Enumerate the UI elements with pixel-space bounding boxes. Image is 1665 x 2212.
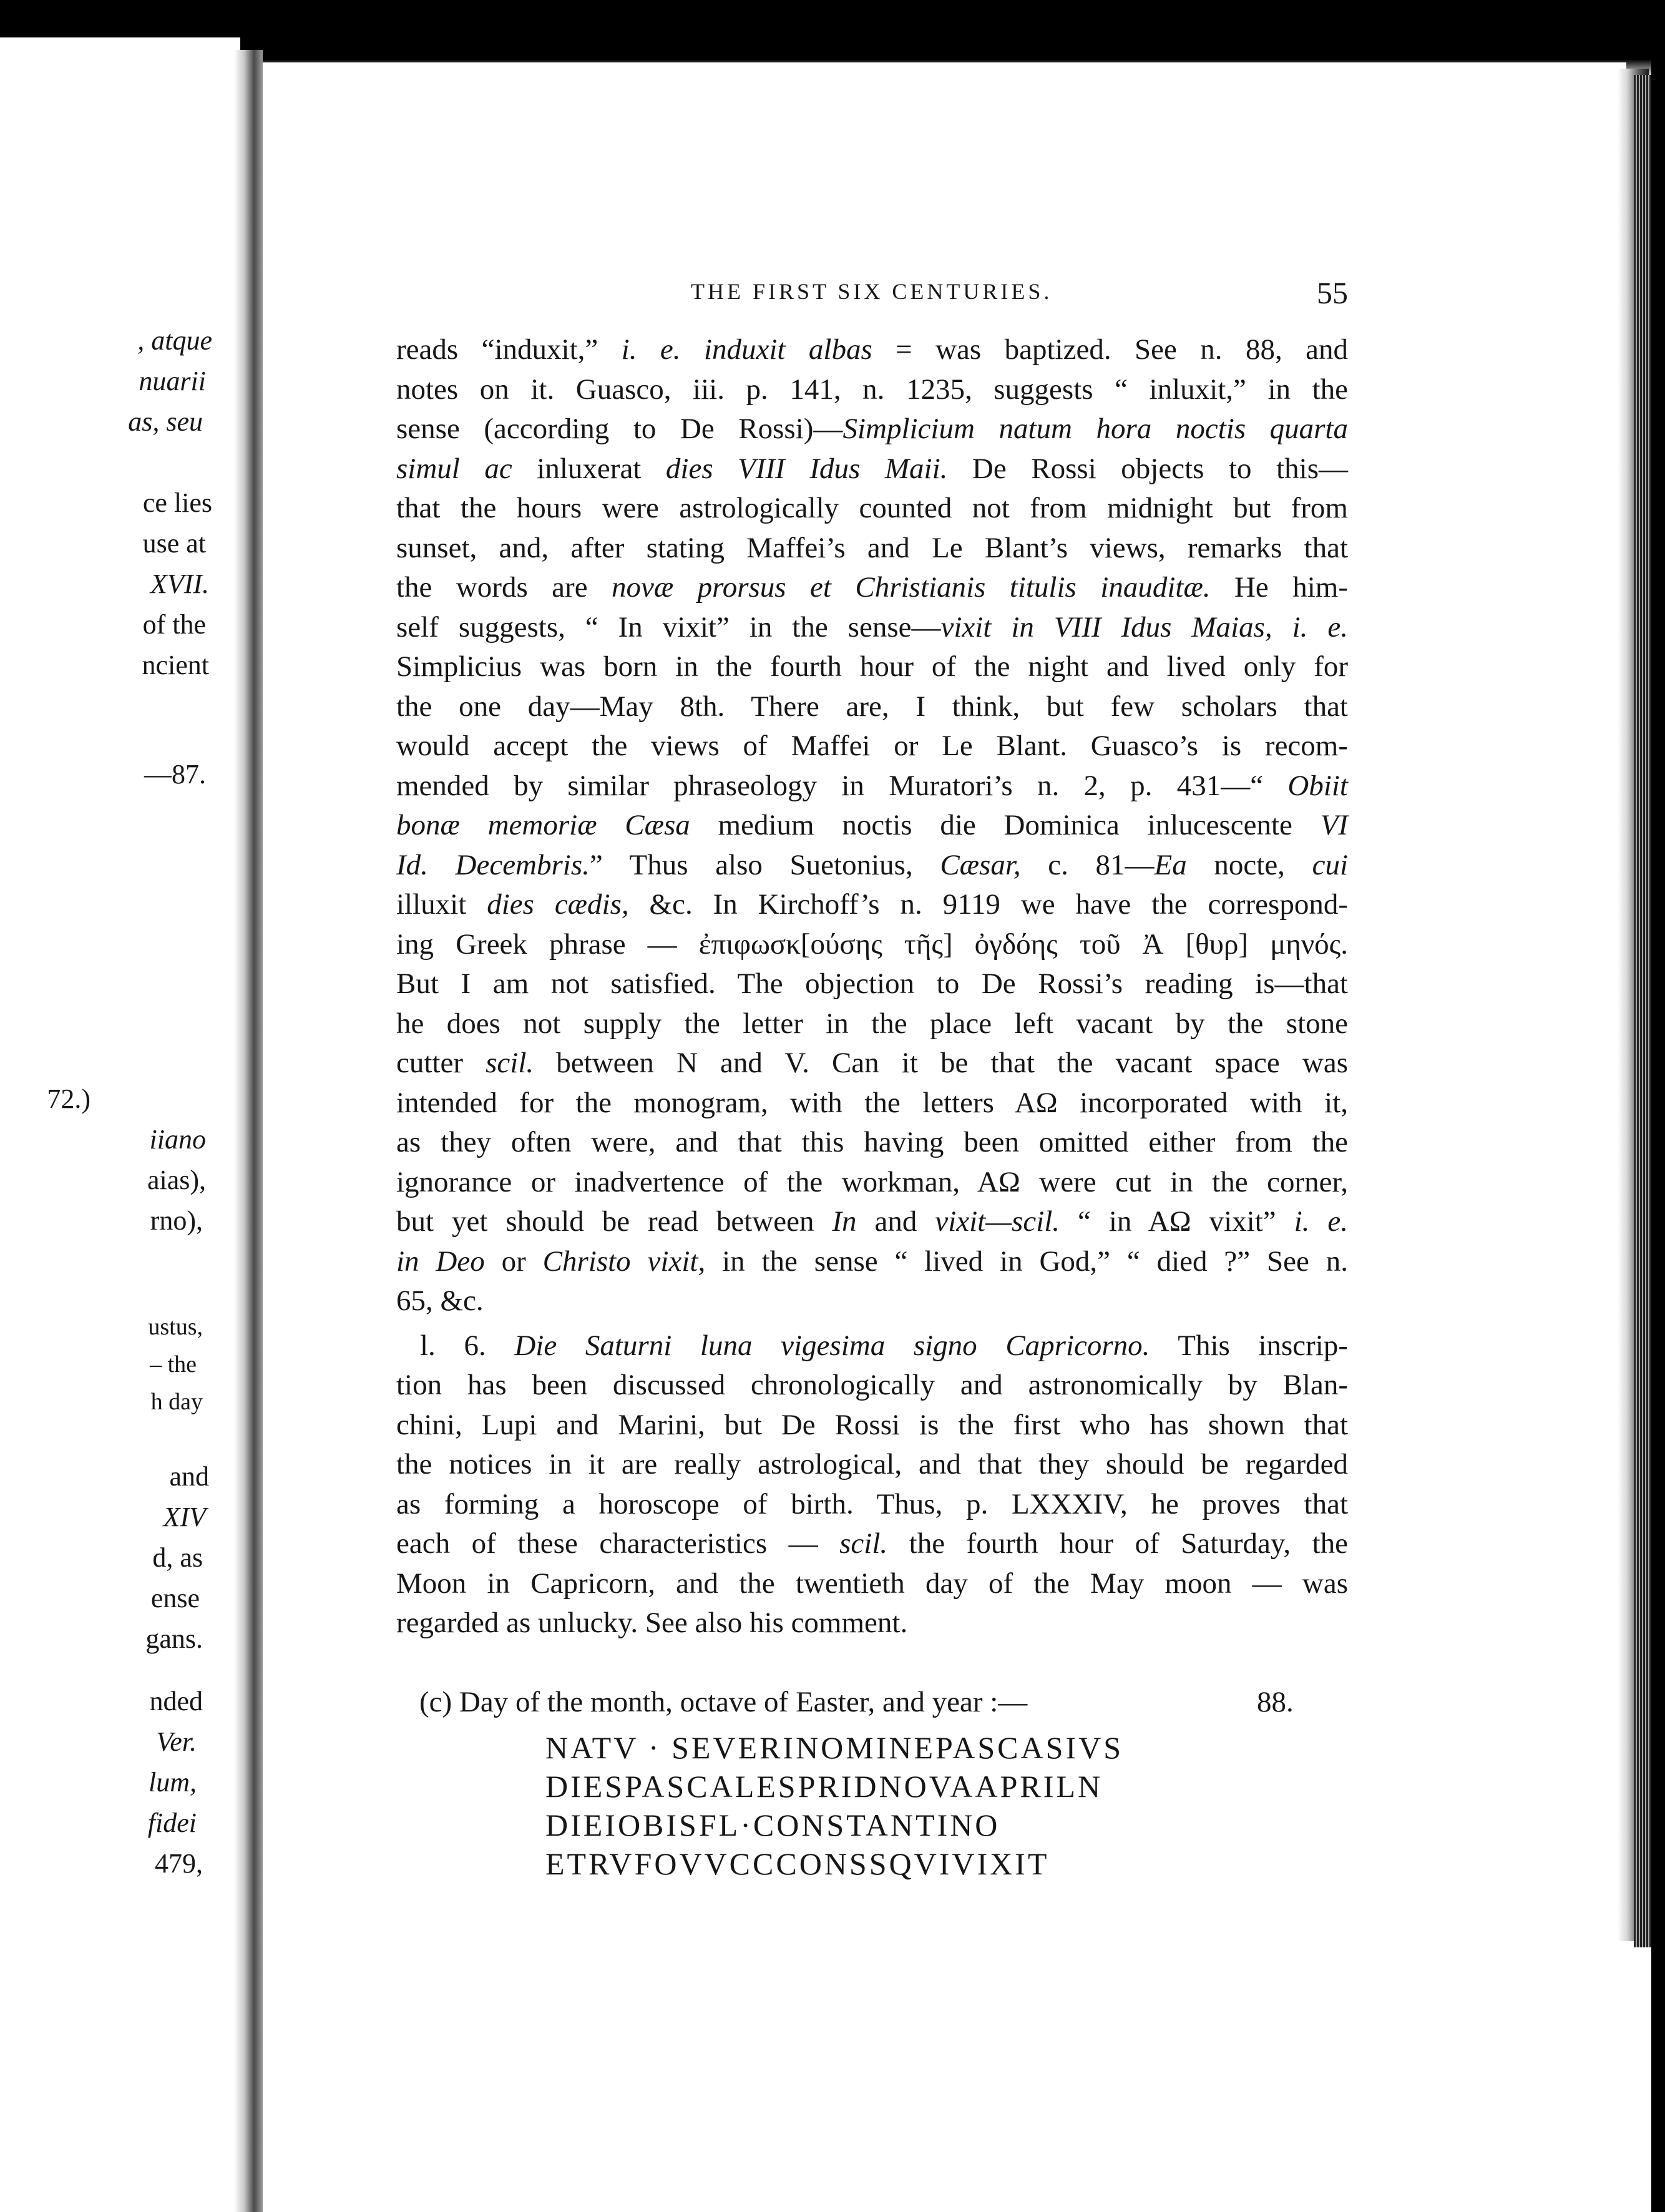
italic-text: Cæsar, [940,849,1021,881]
body-line [396,1123,1348,1161]
scan-border-right [1651,0,1665,2212]
left-page-fragment: gans. [145,1623,203,1654]
left-page-fragment: nuarii [139,366,206,396]
left-page-fragment: XIV [163,1502,206,1532]
text-run: chini, Lupi and Marini, but De Rossi is the first who has shown that [396,1409,1348,1441]
text-run: as forming a horoscope of birth. Thus, p. LXXXIV, he proves that [396,1488,1348,1520]
text-run: “ in AΩ vixit” [1060,1205,1294,1238]
text-run: but yet should be read between [396,1205,832,1238]
italic-text: scil. [839,1527,888,1560]
italic-text: Ea [1154,849,1187,881]
body-line [396,1525,1348,1562]
body-line [396,688,1348,725]
italic-text: simul ac [396,453,512,485]
body-line [396,1604,1348,1642]
text-run: l. 6. [420,1329,515,1362]
italic-text: VI [1320,809,1348,841]
text-run: 65, &c. [396,1285,484,1317]
text-run: illuxit [396,888,487,921]
left-page-fragment: h day [150,1389,203,1415]
left-page-fragment: lum, [149,1767,197,1798]
text-run: the words are [396,571,612,604]
left-page-fragment: ce lies [142,487,212,518]
text-run: Simplicius was born in the fourth hour of the night and lived only for [396,650,1348,683]
body-line [396,1005,1348,1042]
left-page-fragment: XVII. [150,569,209,599]
text-run: as they often were, and that this having been omitted either from the [396,1126,1348,1158]
text-run: ” Thus also Suetonius, [589,849,940,881]
body-line [396,727,1348,765]
body-line [396,1163,1348,1201]
left-page-fragment: – the [150,1351,197,1378]
left-facing-page [0,37,240,2212]
text-run: cutter [396,1047,486,1079]
text-run: tion has been discussed chronologically and astronomically by Blan- [396,1369,1348,1401]
left-page-fragment: ustus, [148,1314,203,1340]
body-line [396,965,1348,1002]
italic-text: vixit—scil. [935,1205,1060,1238]
text-run: each of these characteristics — [396,1527,840,1560]
left-page-fragment: , atque [137,325,212,356]
body-line [396,1282,1348,1319]
text-run: = was baptized. See n. 88, and [872,333,1348,366]
inscription-line: ETRVFOVVCCCONSSQVIVIXIT [545,1846,1050,1881]
body-line [396,529,1348,567]
inscription-line: DIESPASCALESPRIDNOVAAPRILN [545,1769,1103,1804]
example-number: 88. [1257,1686,1294,1718]
text-run: that the hours were astrologically counted not from midnight but from [396,492,1348,524]
italic-text: Obiit [1287,770,1348,802]
italic-text: Id. Decembris. [396,849,590,881]
text-run: notes on it. Guasco, iii. p. 141, n. 1235, suggests “ inluxit,” in the [396,373,1348,406]
body-line [396,648,1348,685]
body-line [396,767,1348,805]
text-run: regarded as unlucky. See also his comment. [396,1607,908,1639]
page-stack-edge [1634,75,1651,1947]
left-page-fragment: as, seu [128,406,203,437]
left-page-fragment: ense [150,1583,200,1613]
left-page-fragment: fidei [147,1808,197,1838]
text-run: he does not supply the letter in the place left vacant by the stone [396,1007,1348,1040]
text-run: mended by similar phraseology in Muratori’s n. 2, p. 431—“ [396,770,1288,802]
body-line [396,1446,1348,1483]
text-run: medium noctis die Dominica inlucescente [690,809,1321,841]
text-run: nocte, [1186,849,1312,881]
italic-text: dies cædis, [487,888,629,921]
body-line [396,569,1348,606]
text-run: would accept the views of Maffei or Le Blant. Guasco’s is recom- [396,730,1348,762]
text-run: But I am not satisfied. The objection to De Rossi’s reading is—that [396,967,1348,1000]
left-page-fragment: aias), [147,1165,206,1195]
text-run: intended for the monogram, with the letters AΩ incorporated with it, [396,1087,1348,1119]
body-line [396,371,1348,408]
running-head: THE FIRST SIX CENTURIES. [691,279,1053,304]
body-line [396,806,1348,844]
text-run: &c. In Kirchoff’s n. 9119 we have the correspond- [628,888,1348,921]
text-run: ing Greek phrase — ἐπιφωσκ[ούσης τῆς] ὀγδόης τοῦ Ἀ [θυρ] μηνός. [396,928,1348,961]
left-page-fragment: Ver. [156,1726,197,1757]
inscription-line: DIEIOBISFL·CONSTANTINO [545,1808,1000,1843]
italic-text: cui [1312,849,1348,881]
italic-text: novæ prorsus et Christianis titulis inauditæ. [612,571,1211,604]
left-page-fragment: nded [149,1686,203,1716]
left-page-fragment: 479, [155,1848,203,1879]
italic-text: vixit in VIII Idus Maias, i. e. [940,611,1348,644]
body-line [396,1203,1348,1240]
text-run: reads “induxit,” [396,333,622,366]
body-line [396,1243,1348,1280]
text-run: the fourth hour of Saturday, the [887,1527,1348,1560]
text-run: De Rossi objects to this— [947,453,1348,485]
page-number: 55 [1317,275,1348,310]
body-line [396,410,1348,448]
left-page-fragment: rno), [150,1205,203,1236]
left-page-fragment: use at [142,528,206,559]
body-line [396,1565,1348,1602]
left-page-fragment: 72.) [47,1084,90,1114]
italic-text: scil. [486,1047,534,1079]
text-run: sense (according to De Rossi)— [396,413,843,445]
left-page-fragment: —87. [144,759,206,790]
italic-text: In [832,1205,857,1238]
italic-text: Simplicium natum hora noctis quarta [842,413,1349,445]
text-run: in the sense “ lived in God,” “ died ?” See n. [705,1245,1348,1278]
body-line [396,1406,1348,1444]
body-line [396,1485,1348,1523]
left-page-fragment: of the [142,609,206,640]
body-line [396,331,1348,368]
left-page-fragment: and [169,1461,209,1492]
text-run: and [856,1205,935,1238]
text-run: This inscrip- [1150,1329,1349,1362]
italic-text: i. e. [1294,1205,1348,1238]
text-run: Moon in Capricorn, and the twentieth day of the May moon — was [396,1567,1348,1600]
body-line [396,926,1348,963]
body-line [396,489,1348,527]
example-caption: (c) Day of the month, octave of Easter, and year :— [419,1686,1028,1718]
body-line [396,609,1348,646]
body-line [396,1044,1348,1082]
left-page-fragment: ncient [142,650,209,680]
inscription-line: NATV · SEVERINOMINEPASCASIVS [545,1730,1124,1765]
body-line [396,846,1348,884]
italic-text: in Deo [396,1245,485,1278]
body-line [396,1366,1348,1404]
body-line [396,1084,1348,1122]
italic-text: i. e. induxit albas [621,333,872,366]
text-run: or [484,1245,543,1278]
text-run: c. 81— [1020,849,1155,881]
left-page-fragment: d, as [152,1542,203,1573]
body-line [396,450,1348,487]
text-run: ignorance or inadvertence of the workman, AΩ were cut in the corner, [396,1166,1348,1198]
body-line [396,886,1348,923]
text-run: He him- [1210,571,1348,604]
book-gutter [234,50,263,2212]
text-run: inluxerat [512,453,666,485]
italic-text: Christo vixit, [542,1245,706,1278]
text-run: the one day—May 8th. There are, I think, but few scholars that [396,690,1348,723]
text-run: self suggests, “ In vixit” in the sense— [396,611,941,644]
italic-text: dies VIII Idus Maii. [665,453,948,485]
body-line [420,1327,1348,1364]
text-run: sunset, and, after stating Maffei’s and Le Blant’s views, remarks that [396,532,1348,564]
italic-text: Die Saturni luna vigesima signo Capricorno. [514,1329,1150,1362]
italic-text: bonæ memoriæ Cæsa [396,809,690,841]
left-page-fragment: iiano [149,1124,206,1155]
text-run: between N and V. Can it be that the vacant space was [534,1047,1349,1079]
text-run: the notices in it are really astrological, and that they should be regarded [396,1448,1348,1480]
